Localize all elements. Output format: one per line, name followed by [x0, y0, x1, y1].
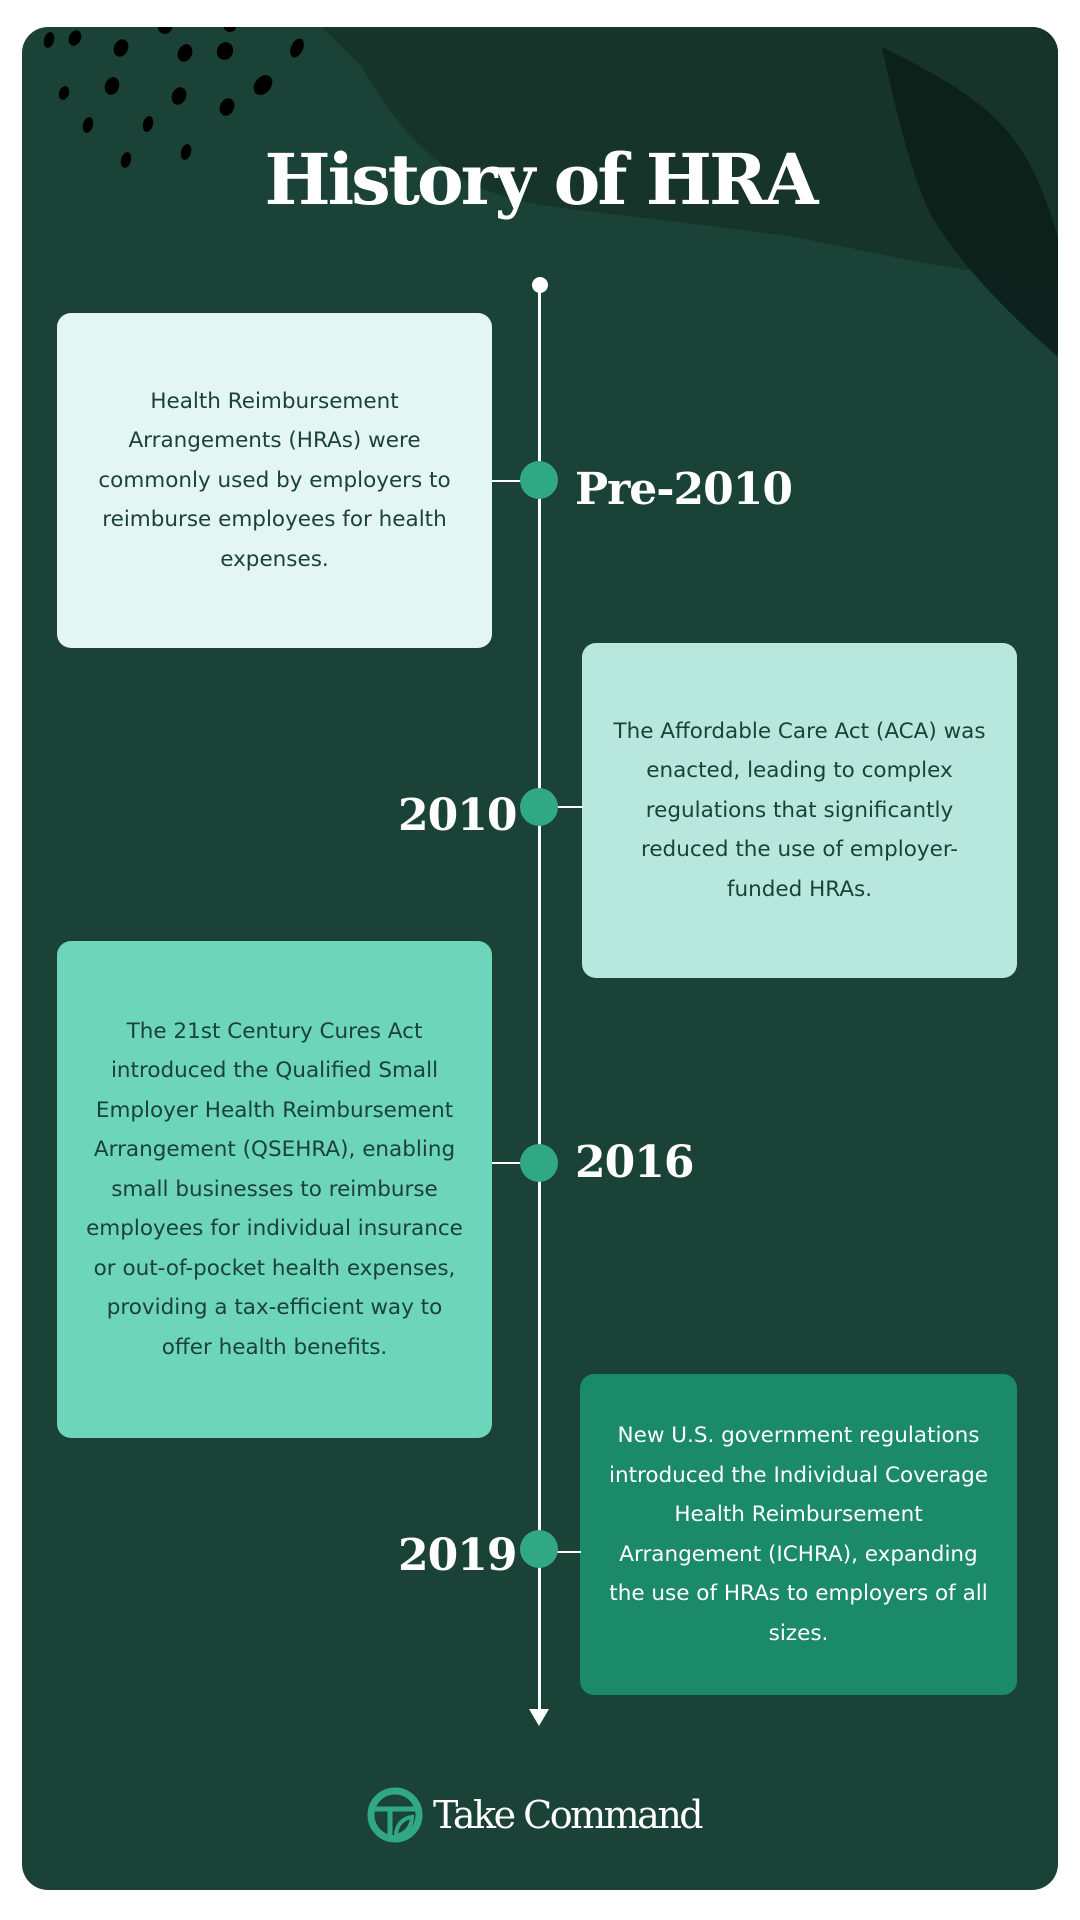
connector-line [557, 806, 583, 808]
timeline-box-2016 [57, 941, 492, 1438]
timeline-year-label: Pre-2010 [575, 464, 792, 515]
page-title: History of HRA [264, 138, 816, 221]
timeline-marker-dot [520, 788, 558, 826]
timeline-marker-dot [520, 461, 558, 499]
timeline-year-label: 2016 [575, 1137, 694, 1188]
timeline-description: Health Reimbursement Arrangements (HRAs) were commonly used by employers to reimburse employees for health expenses. [98, 388, 451, 572]
timeline-marker-dot [520, 1530, 558, 1568]
timeline-year-label: 2010 [398, 790, 517, 841]
connector-line [492, 480, 522, 482]
infographic-card [22, 27, 1058, 1890]
timeline-year-label: 2019 [398, 1530, 517, 1581]
timeline-box-2019 [580, 1374, 1017, 1695]
timeline-description: New U.S. government regulations introduced the Individual Coverage Health Reimbursement Arrangement (ICHRA), expanding the use of HRAs to employers of all sizes. [608, 1423, 989, 1646]
take-command-leaf-t-icon [367, 1787, 423, 1843]
timeline-marker-dot [520, 1144, 558, 1182]
connector-line [557, 1551, 581, 1553]
timeline-box-2010 [582, 643, 1017, 978]
timeline-arrow-down-icon [529, 1709, 549, 1726]
logo-wordmark: Take Command [433, 1793, 702, 1837]
timeline-description: The 21st Century Cures Act introduced the Qualified Small Employer Health Reimbursement Arrangement (QSEHRA), enabling small businesses to reimburse employees for individual insurance or out-of-pocket health expenses, providing a tax-efficient way to offer health benefits. [86, 1018, 463, 1360]
timeline-box-pre-2010 [57, 313, 492, 648]
take-command-logo [367, 1787, 701, 1843]
connector-line [492, 1162, 522, 1164]
timeline-description: The Affordable Care Act (ACA) was enacted, leading to complex regulations that significantly reduced the use of employer-funded HRAs. [613, 718, 986, 902]
